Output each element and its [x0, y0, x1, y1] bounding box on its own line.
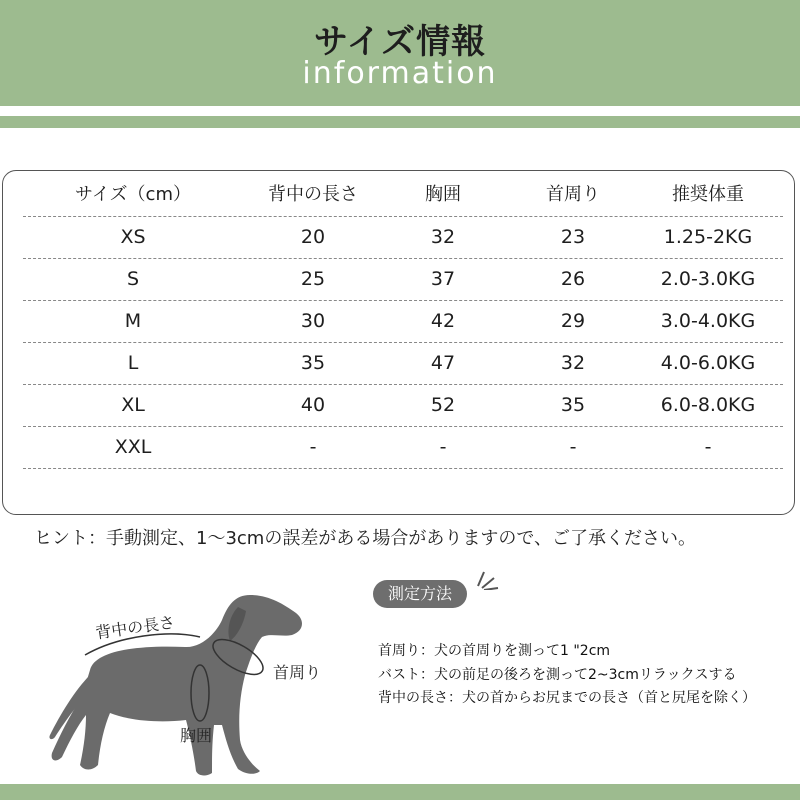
size-cell: XS [120, 226, 146, 248]
header-neck: 首周り [546, 184, 600, 205]
header-back-length: 背中の長さ [268, 184, 358, 205]
table-row [23, 300, 783, 343]
back-length-cell: - [309, 436, 317, 458]
size-cell: XXL [114, 436, 152, 458]
chest-cell: 42 [430, 310, 456, 332]
back-length-cell: 25 [300, 268, 326, 290]
weight-cell: - [704, 436, 712, 458]
chest-cell: 52 [430, 394, 456, 416]
neck-measure-text: 首周り：犬の首周りを測って1 "2cm [378, 643, 611, 659]
sparkle-icon [474, 560, 500, 590]
back-length-cell: 20 [300, 226, 326, 248]
weight-cell: 2.0-3.0KG [660, 268, 756, 290]
dog-icon [49, 595, 302, 775]
back-length-cell: 35 [300, 352, 326, 374]
size-cell: L [127, 352, 139, 374]
neck-cell: - [569, 436, 577, 458]
page-title: サイズ情報 [313, 22, 487, 62]
header-size: サイズ（cm） [75, 184, 191, 205]
chest-cell: - [439, 436, 447, 458]
table-row [23, 426, 783, 469]
chest-cell: 37 [430, 268, 456, 290]
neck-label: 首周り [273, 663, 322, 682]
chest-label: 胸囲 [180, 726, 213, 745]
size-table [2, 170, 795, 515]
page-subtitle: information [302, 56, 498, 91]
back-length-cell: 30 [300, 310, 326, 332]
neck-cell: 35 [560, 394, 586, 416]
header-chest: 胸囲 [425, 184, 461, 205]
neck-cell: 23 [560, 226, 586, 248]
measurement-hint: ヒント：手動測定、1～3cmの誤差がある場合がありますので、ご了承ください。 [34, 528, 696, 549]
chest-cell: 32 [430, 226, 456, 248]
size-cell: XL [121, 394, 145, 416]
back-length-cell: 40 [300, 394, 326, 416]
weight-cell: 1.25-2KG [663, 226, 753, 248]
size-cell: M [124, 310, 142, 332]
back-length-label: 背中の長さ [94, 612, 177, 643]
table-row [23, 258, 783, 301]
table-header-row [23, 174, 783, 217]
weight-cell: 6.0-8.0KG [660, 394, 756, 416]
weight-cell: 4.0-6.0KG [660, 352, 756, 374]
header-divider [0, 116, 800, 128]
measure-method-badge: 測定方法 [373, 580, 467, 608]
table-row [23, 342, 783, 385]
header-weight: 推奨体重 [672, 184, 744, 205]
chest-cell: 47 [430, 352, 456, 374]
table-row [23, 384, 783, 427]
neck-cell: 29 [560, 310, 586, 332]
back-measure-text: 背中の長さ：犬の首からお尻までの長さ（首と尻尾を除く） [378, 690, 756, 706]
weight-cell: 3.0-4.0KG [660, 310, 756, 332]
neck-cell: 26 [560, 268, 586, 290]
bust-measure-text: バスト：犬の前足の後ろを測って2~3cmリラックスする [378, 667, 737, 683]
footer-band [0, 784, 800, 800]
table-row [23, 216, 783, 259]
neck-cell: 32 [560, 352, 586, 374]
size-cell: S [126, 268, 140, 290]
